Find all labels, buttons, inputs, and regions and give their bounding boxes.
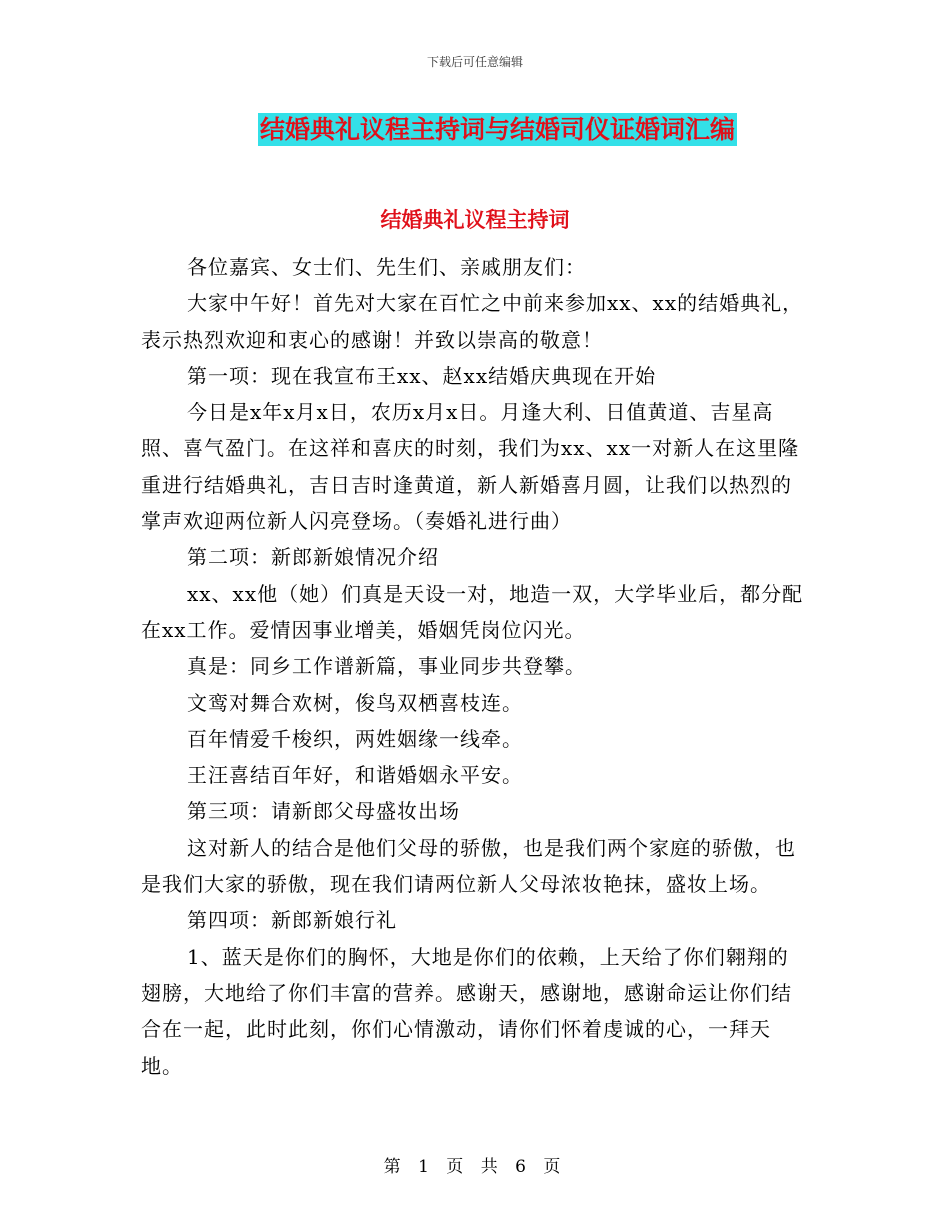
page-footer: 第 1 页 共 6 页 xyxy=(383,1157,567,1177)
paragraph: 今日是x年x月x日，农历x月x日。月逢大利、日值黄道、吉星高照、喜气盈门。在这祥和喜庆的时刻，我们为xx、xx一对新人在这里隆重进行结婚典礼，吉日吉时逢黄道，新人新婚喜月圆，让我们以热烈的掌声欢迎两位新人闪亮登场。（奏婚礼进行曲） xyxy=(141,400,800,534)
paragraph: 第一项：现在我宣布王xx、赵xx结婚庆典现在开始 xyxy=(187,363,657,388)
paragraph: 王汪喜结百年好，和谐婚姻永平安。 xyxy=(187,763,523,788)
paragraph: 第四项：新郎新娘行礼 xyxy=(187,908,397,933)
paragraph: xx、xx他（她）们真是天设一对，地造一双，大学毕业后，都分配在xx工作。爱情因事业增美，婚姻凭岗位闪光。 xyxy=(141,581,804,642)
paragraph: 这对新人的结合是他们父母的骄傲，也是我们两个家庭的骄傲，也是我们大家的骄傲，现在我们请两位新人父母浓妆艳抹，盛妆上场。 xyxy=(141,835,796,897)
body-text xyxy=(141,249,809,1084)
paragraph: 大家中午好！首先对大家在百忙之中前来参加xx、xx的结婚典礼，表示热烈欢迎和衷心的感谢！并致以崇高的敬意！ xyxy=(141,291,804,352)
paragraph: 真是：同乡工作谱新篇，事业同步共登攀。 xyxy=(187,654,586,679)
paragraph: 各位嘉宾、女士们、先生们、亲戚朋友们： xyxy=(187,255,586,279)
paragraph: 文鸾对舞合欢树，俊鸟双栖喜枝连。 xyxy=(187,690,523,715)
paragraph: 1、蓝天是你们的胸怀，大地是你们的依赖，上天给了你们翱翔的翅膀，大地给了你们丰富的营养。感谢天，感谢地，感谢命运让你们结合在一起，此时此刻，你们心情激动，请你们怀着虔诚的心，一拜天地。 xyxy=(141,944,792,1078)
header-note: 下载后可任意编辑 xyxy=(426,55,523,69)
section-title: 结婚典礼议程主持词 xyxy=(380,208,570,232)
paragraph: 第三项：请新郎父母盛妆出场 xyxy=(187,799,460,824)
main-title-container xyxy=(0,113,950,146)
main-title: 结婚典礼议程主持词与结婚司仪证婚词汇编 xyxy=(259,115,735,144)
paragraph: 第二项：新郎新娘情况介绍 xyxy=(187,545,439,570)
paragraph: 百年情爱千梭织，两姓姻缘一线牵。 xyxy=(187,726,523,751)
